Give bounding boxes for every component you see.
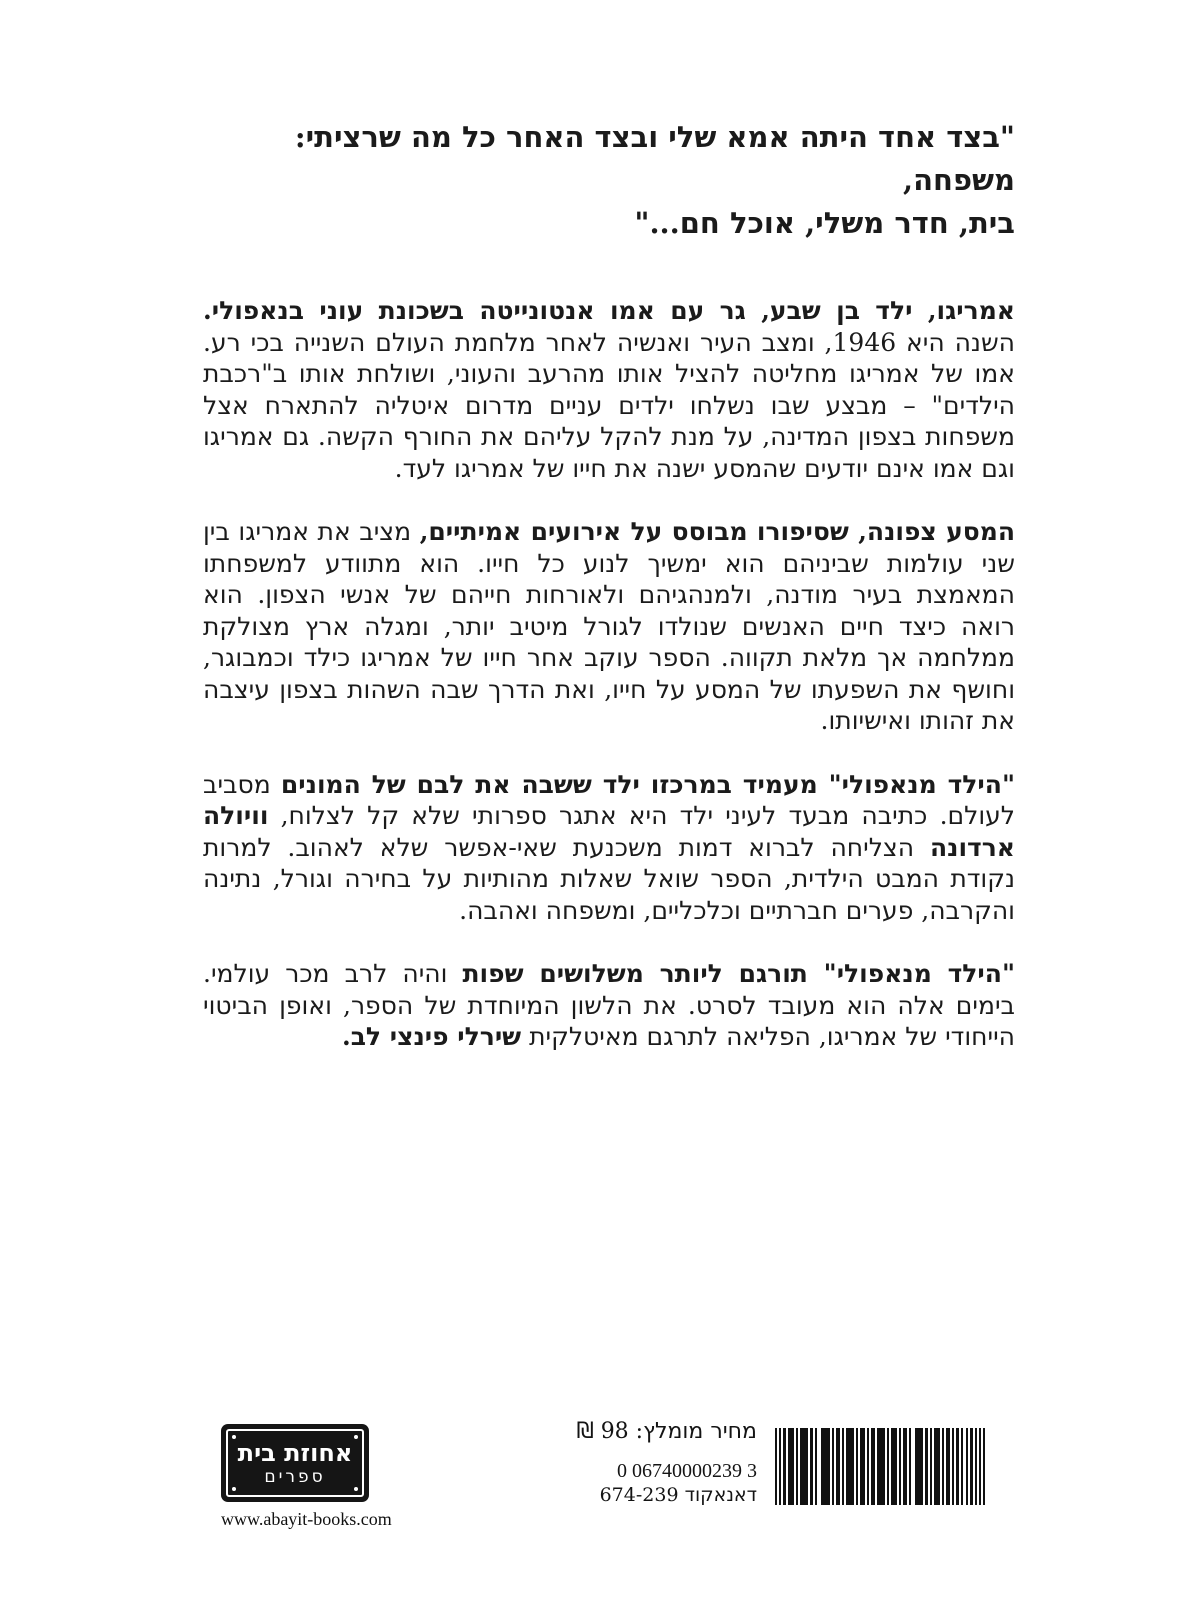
- paragraph-literary-merit-body-2: הצליחה לברוא דמות משכנעת שאי-אפשר שלא לאהוב. למרות נקודת המבט הילדית, הספר שואל שאלות מהותיות על בחירה וגורל, נתינה והקרבה, פערים חברתיים וכלכליים, ומשפחה ואהבה.: [203, 832, 1015, 925]
- translator-name: שירלי פינצי לב.: [341, 1022, 522, 1051]
- paragraph-journey-north-lead: המסע צפונה, שסיפורו מבוסס על אירועים אמיתיים,: [419, 517, 1015, 546]
- logo-corner-dot: [354, 1435, 358, 1439]
- danacode-number: דאנאקוד 674-239: [599, 1484, 757, 1506]
- paragraph-amerigo-intro-lead: אמריגו, ילד בן שבע, גר עם אמו אנטונייטה בשכונת עוני בנאפולי.: [203, 296, 1015, 325]
- back-cover-text: [203, 116, 1015, 1085]
- paragraph-translation-body: והיה לרב מכר עולמי. בימים אלה הוא מעובד לסרט. את הלשון המיוחדת של הספר, ואופן הביטוי הייחודי של אמריגו, הפליאה לתרגם מאיטלקית: [203, 959, 1015, 1051]
- paragraph-literary-merit-body-1: מסביב לעולם. כתיבה מבעד לעיני ילד היא אתגר ספרותי שלא קל לצלוח,: [203, 769, 1015, 830]
- paragraph-translation: [203, 958, 1015, 1053]
- paragraph-amerigo-intro-body: השנה היא 1946, ומצב העיר ואנשיה לאחר מלחמת העולם השנייה בכי רע. אמו של אמריגו מחליטה להציל אותו מהרעב והעוני, ושולחת אותו ב"רכבת הילדים" – מבצע שבו נשלחו ילדים עניים מדרום איטליה להתארח אצל משפחות בצפון המדינה, על מנת להקל עליהם את החורף הקשה. גם אמריגו וגם אמו אינם יודעים שהמסע ישנה את חייו של אמריגו לעד.: [203, 327, 1015, 483]
- paragraph-literary-merit: [203, 769, 1015, 927]
- publisher-website: www.abayit-books.com: [221, 1509, 392, 1529]
- pull-quote: [203, 116, 1015, 245]
- paragraph-literary-merit-lead: "הילד מנאפולי" מעמיד במרכזו ילד ששבה את לבם של המונים: [280, 769, 1015, 799]
- pull-quote-line-1: "בצד אחד היתה אמא שלי ובצד האחר כל מה שרציתי: משפחה,: [294, 120, 1015, 197]
- paragraph-journey-north-body: מציב את אמריגו בין שני עולמות שביניהם הוא ימשיך לנוע כל חייו. הוא מתוודע למשפחתו המאמצת בעיר מודנה, ולמנהגיהם ולאורחות חייהם של אנשי הצפון. הוא רואה כיצד חיים האנשים שנולדו לגורל מיטיב יותר, ומגלה ארץ מצולקת ממלחמה אך מלאת תקווה. הספר עוקב אחר חייו של אמריגו כילד וכמבוגר, וחושף את השפעתו של המסע על חייו, ואת הדרך שבה השהות בצפון עיצבה את זהותו ואישיותו.: [203, 517, 1015, 735]
- publisher-block: [221, 1424, 392, 1530]
- pull-quote-line-2: בית, חדר משלי, אוכל חם...": [634, 206, 1015, 240]
- publisher-logo: [221, 1424, 369, 1502]
- logo-corner-dot: [232, 1487, 236, 1491]
- publisher-name-subtitle: ספרים: [264, 1467, 326, 1487]
- logo-corner-dot: [232, 1435, 236, 1439]
- barcode: [775, 1428, 985, 1505]
- barcode-number: 0 06740000239 3: [617, 1460, 757, 1482]
- paragraph-translation-lead: "הילד מנאפולי" תורגם ליותר משלושים שפות: [462, 959, 1015, 988]
- recommended-price: מחיר מומלץ: 98 ₪: [576, 1419, 757, 1444]
- price-and-codes: [576, 1419, 757, 1506]
- author-name: וויולה ארדונה: [203, 801, 1015, 862]
- logo-corner-dot: [354, 1487, 358, 1491]
- paragraph-journey-north: [203, 516, 1015, 737]
- paragraph-amerigo-intro: [203, 295, 1015, 484]
- publisher-name: אחוזת בית: [237, 1439, 353, 1467]
